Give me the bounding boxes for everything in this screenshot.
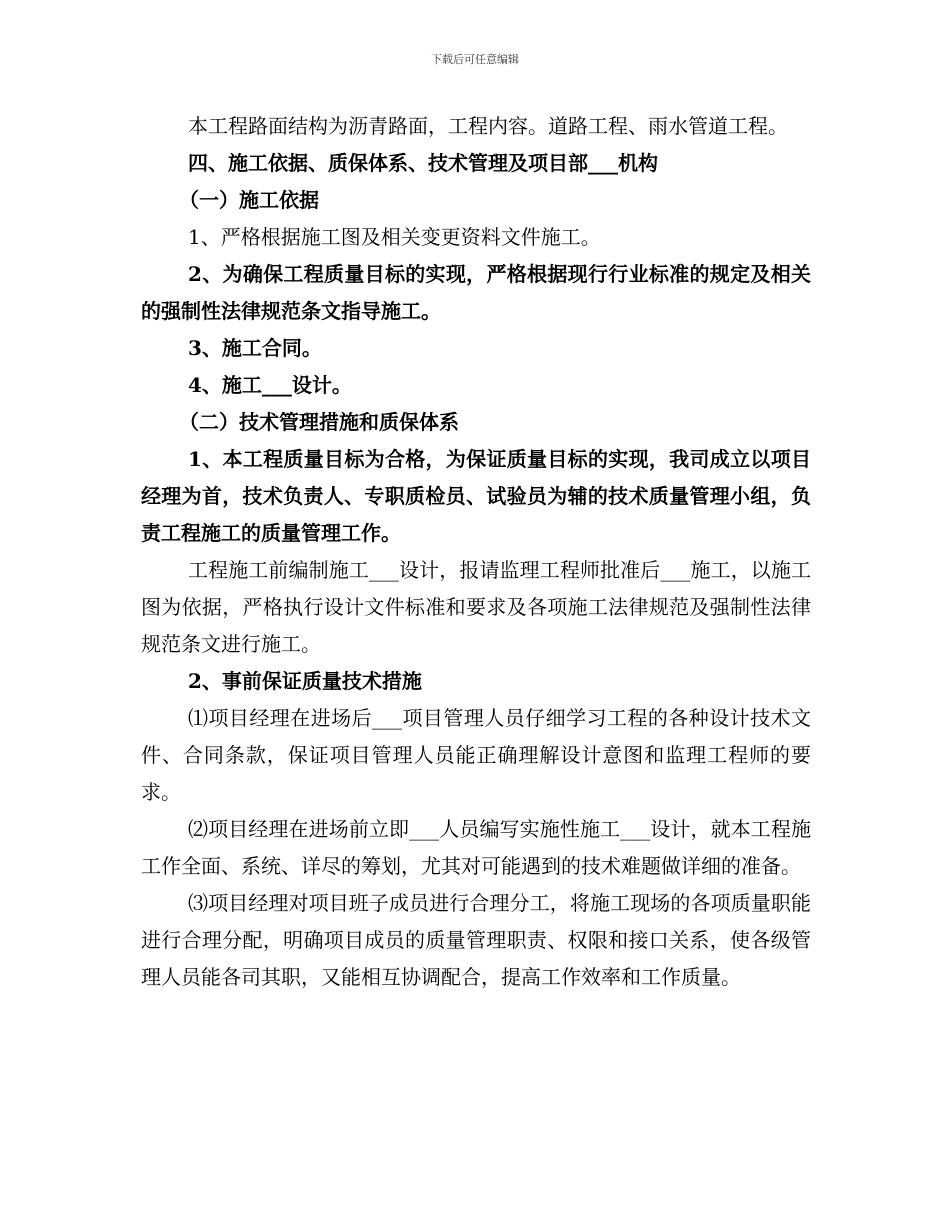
list-item-basis-4: 4、施工___设计。	[188, 373, 352, 397]
subsection-heading-construction-basis: （一）施工依据	[179, 188, 319, 212]
list-item-quality-target: 1、本工程质量目标为合格，为保证质量目标的实现，我司成立以项目经理为首，技术负责人、专职质检员、试验员为辅的技术质量管理小组，负责工程施工的质量管理工作。	[141, 447, 811, 545]
paragraph-pre-construction: 工程施工前编制施工___设计，报请监理工程师批准后___施工，以施工图为依据，严格执行设计文件标准和要求及各项施工法律规范及强制性法律规范条文进行施工。	[141, 558, 811, 656]
list-item-basis-2: 2、为确保工程质量目标的实现，严格根据现行行业标准的规定及相关的强制性法律规范条文指导施工。	[141, 262, 811, 323]
subsection-heading-tech-management: （二）技术管理措施和质保体系	[179, 410, 459, 434]
document-body	[141, 108, 811, 996]
sub-item-1: ⑴项目经理在进场后___项目管理人员仔细学习工程的各种设计技术文件、合同条款，保证项目管理人员能正确理解设计意图和监理工程师的要求。	[141, 706, 811, 804]
list-item-basis-3: 3、施工合同。	[188, 336, 322, 360]
section-heading-4: 四、施工依据、质保体系、技术管理及项目部___机构	[188, 151, 658, 175]
list-item-basis-1: 1、严格根据施工图及相关变更资料文件施工。	[188, 225, 601, 249]
list-item-prior-measures: 2、事前保证质量技术措施	[188, 669, 422, 693]
sub-item-2: ⑵项目经理在进场前立即___人员编写实施性施工___设计，就本工程施工作全面、系统、详尽的筹划，尤其对可能遇到的技术难题做详细的准备。	[141, 817, 811, 878]
sub-item-3: ⑶项目经理对项目班子成员进行合理分工，将施工现场的各项质量职能进行合理分配，明确项目成员的质量管理职责、权限和接口关系，使各级管理人员能各司其职，又能相互协调配合，提高工作效率和工作质量。	[141, 891, 811, 989]
paragraph-project-scope: 本工程路面结构为沥青路面，工程内容。道路工程、雨水管道工程。	[188, 114, 788, 138]
page-header: 下载后可任意编辑	[431, 53, 519, 66]
